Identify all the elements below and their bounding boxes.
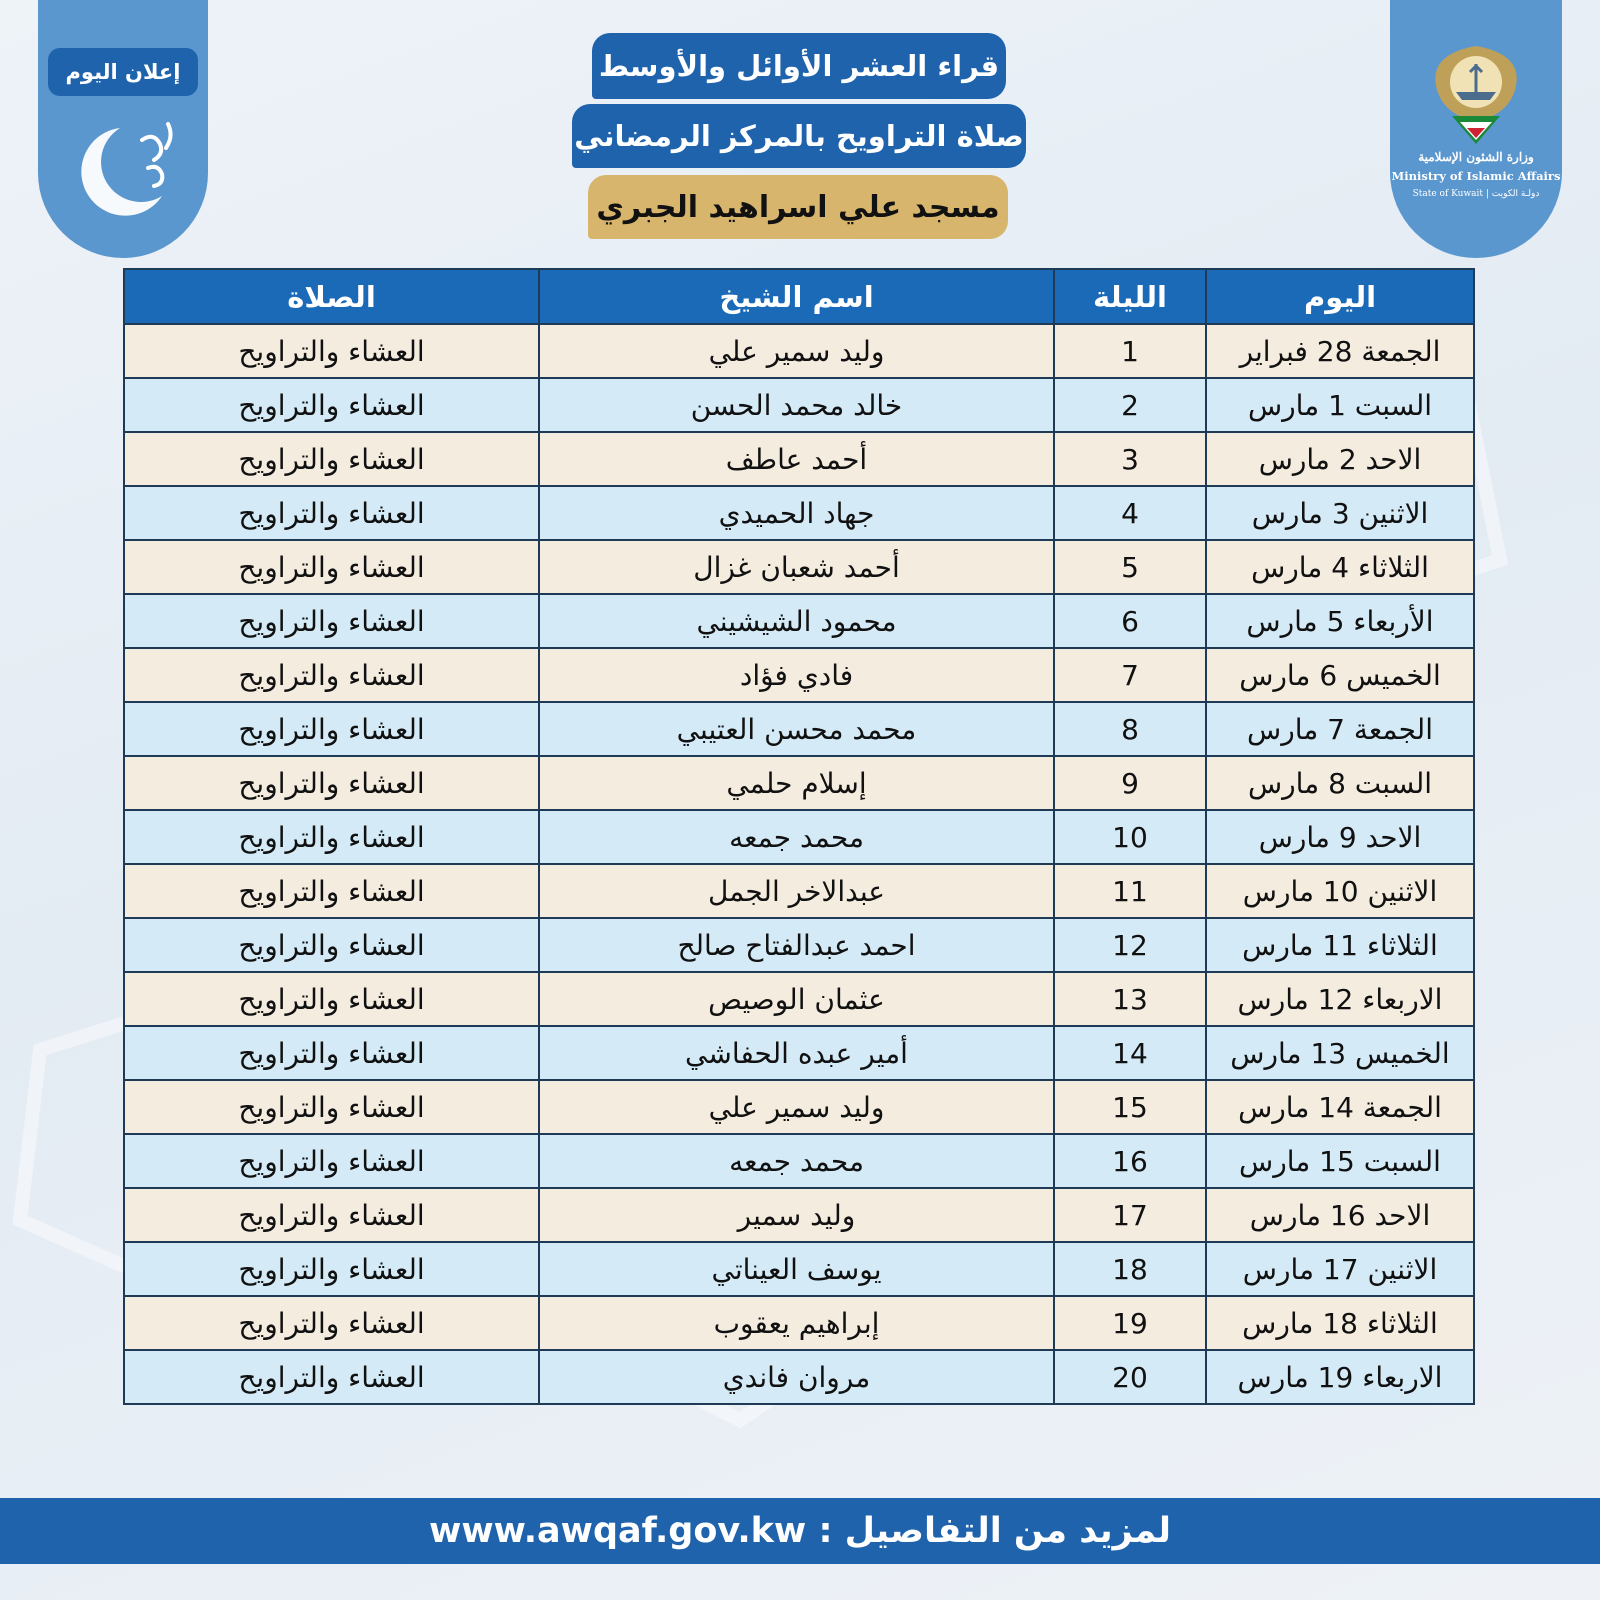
cell-day: الثلاثاء 11 مارس bbox=[1206, 918, 1474, 972]
cell-day: الثلاثاء 4 مارس bbox=[1206, 540, 1474, 594]
cell-night: 7 bbox=[1054, 648, 1206, 702]
table-row bbox=[124, 378, 1474, 432]
cell-prayer: العشاء والتراويح bbox=[124, 864, 539, 918]
cell-prayer: العشاء والتراويح bbox=[124, 1188, 539, 1242]
ministry-badge bbox=[1390, 0, 1562, 258]
table-row bbox=[124, 324, 1474, 378]
cell-prayer: العشاء والتراويح bbox=[124, 594, 539, 648]
table-row bbox=[124, 1080, 1474, 1134]
cell-night: 1 bbox=[1054, 324, 1206, 378]
cell-day: الاثنين 10 مارس bbox=[1206, 864, 1474, 918]
ramadan-crescent-logo bbox=[50, 110, 200, 220]
table-row bbox=[124, 1350, 1474, 1404]
cell-night: 10 bbox=[1054, 810, 1206, 864]
table-row bbox=[124, 756, 1474, 810]
cell-night: 18 bbox=[1054, 1242, 1206, 1296]
cell-prayer: العشاء والتراويح bbox=[124, 1350, 539, 1404]
cell-sheikh: مروان فاندي bbox=[539, 1350, 1054, 1404]
cell-prayer: العشاء والتراويح bbox=[124, 972, 539, 1026]
table-row bbox=[124, 1134, 1474, 1188]
cell-prayer: العشاء والتراويح bbox=[124, 1080, 539, 1134]
cell-prayer: العشاء والتراويح bbox=[124, 918, 539, 972]
table-header-row bbox=[124, 269, 1474, 324]
table-row bbox=[124, 486, 1474, 540]
table-row bbox=[124, 432, 1474, 486]
cell-sheikh: محمد محسن العتيبي bbox=[539, 702, 1054, 756]
tarawih-schedule-table bbox=[123, 268, 1475, 1405]
cell-prayer: العشاء والتراويح bbox=[124, 540, 539, 594]
cell-sheikh: محمد جمعه bbox=[539, 1134, 1054, 1188]
cell-night: 13 bbox=[1054, 972, 1206, 1026]
cell-sheikh: عثمان الوصيص bbox=[539, 972, 1054, 1026]
cell-night: 2 bbox=[1054, 378, 1206, 432]
header-sheikh: اسم الشيخ bbox=[539, 269, 1054, 324]
cell-prayer: العشاء والتراويح bbox=[124, 756, 539, 810]
table-row bbox=[124, 540, 1474, 594]
table-row bbox=[124, 864, 1474, 918]
cell-day: الجمعة 28 فبراير bbox=[1206, 324, 1474, 378]
table-body bbox=[124, 324, 1474, 1404]
footer-bar bbox=[0, 1498, 1600, 1564]
cell-day: الاربعاء 19 مارس bbox=[1206, 1350, 1474, 1404]
footer-url-link[interactable]: www.awqaf.gov.kw bbox=[428, 1511, 807, 1551]
cell-sheikh: إبراهيم يعقوب bbox=[539, 1296, 1054, 1350]
cell-prayer: العشاء والتراويح bbox=[124, 432, 539, 486]
cell-night: 9 bbox=[1054, 756, 1206, 810]
cell-day: الاحد 9 مارس bbox=[1206, 810, 1474, 864]
ministry-name-english: Ministry of Islamic Affairs bbox=[1391, 169, 1561, 183]
cell-sheikh: وليد سمير علي bbox=[539, 1080, 1054, 1134]
cell-day: الأربعاء 5 مارس bbox=[1206, 594, 1474, 648]
cell-day: الاربعاء 12 مارس bbox=[1206, 972, 1474, 1026]
title-line-1: قراء العشر الأوائل والأوسط bbox=[592, 33, 1006, 99]
cell-sheikh: جهاد الحميدي bbox=[539, 486, 1054, 540]
cell-day: السبت 8 مارس bbox=[1206, 756, 1474, 810]
cell-day: الاثنين 3 مارس bbox=[1206, 486, 1474, 540]
mosque-name-title: مسجد علي اسراهيد الجبري bbox=[588, 175, 1008, 239]
cell-day: السبت 15 مارس bbox=[1206, 1134, 1474, 1188]
cell-night: 17 bbox=[1054, 1188, 1206, 1242]
title-line-2: صلاة التراويح بالمركز الرمضاني bbox=[572, 104, 1026, 168]
table-row bbox=[124, 702, 1474, 756]
cell-day: الجمعة 14 مارس bbox=[1206, 1080, 1474, 1134]
cell-prayer: العشاء والتراويح bbox=[124, 1026, 539, 1080]
cell-night: 3 bbox=[1054, 432, 1206, 486]
cell-night: 14 bbox=[1054, 1026, 1206, 1080]
table-row bbox=[124, 1242, 1474, 1296]
cell-sheikh: محمد جمعه bbox=[539, 810, 1054, 864]
cell-night: 8 bbox=[1054, 702, 1206, 756]
cell-sheikh: احمد عبدالفتاح صالح bbox=[539, 918, 1054, 972]
cell-prayer: العشاء والتراويح bbox=[124, 810, 539, 864]
cell-day: الاحد 16 مارس bbox=[1206, 1188, 1474, 1242]
cell-sheikh: عبدالاخر الجمل bbox=[539, 864, 1054, 918]
cell-night: 5 bbox=[1054, 540, 1206, 594]
cell-prayer: العشاء والتراويح bbox=[124, 1242, 539, 1296]
cell-night: 4 bbox=[1054, 486, 1206, 540]
cell-prayer: العشاء والتراويح bbox=[124, 648, 539, 702]
cell-night: 6 bbox=[1054, 594, 1206, 648]
cell-sheikh: وليد سمير علي bbox=[539, 324, 1054, 378]
cell-night: 15 bbox=[1054, 1080, 1206, 1134]
cell-night: 11 bbox=[1054, 864, 1206, 918]
header-night: الليلة bbox=[1054, 269, 1206, 324]
cell-night: 19 bbox=[1054, 1296, 1206, 1350]
table-row bbox=[124, 810, 1474, 864]
cell-sheikh: وليد سمير bbox=[539, 1188, 1054, 1242]
cell-day: الجمعة 7 مارس bbox=[1206, 702, 1474, 756]
cell-day: الاحد 2 مارس bbox=[1206, 432, 1474, 486]
table-row bbox=[124, 1026, 1474, 1080]
cell-day: الخميس 13 مارس bbox=[1206, 1026, 1474, 1080]
cell-day: السبت 1 مارس bbox=[1206, 378, 1474, 432]
cell-prayer: العشاء والتراويح bbox=[124, 702, 539, 756]
cell-night: 16 bbox=[1054, 1134, 1206, 1188]
footer-label: لمزيد من التفاصيل : bbox=[818, 1511, 1172, 1551]
header-prayer: الصلاة bbox=[124, 269, 539, 324]
cell-day: الاثنين 17 مارس bbox=[1206, 1242, 1474, 1296]
cell-prayer: العشاء والتراويح bbox=[124, 486, 539, 540]
cell-prayer: العشاء والتراويح bbox=[124, 1296, 539, 1350]
cell-day: الخميس 6 مارس bbox=[1206, 648, 1474, 702]
cell-prayer: العشاء والتراويح bbox=[124, 378, 539, 432]
table-row bbox=[124, 1296, 1474, 1350]
header-day: اليوم bbox=[1206, 269, 1474, 324]
cell-sheikh: محمود الشيشيني bbox=[539, 594, 1054, 648]
table-row bbox=[124, 1188, 1474, 1242]
cell-sheikh: أحمد عاطف bbox=[539, 432, 1054, 486]
cell-sheikh: خالد محمد الحسن bbox=[539, 378, 1054, 432]
state-of-kuwait-line: State of Kuwait | دولـة الكويت bbox=[1412, 189, 1540, 199]
cell-night: 20 bbox=[1054, 1350, 1206, 1404]
table-row bbox=[124, 594, 1474, 648]
cell-prayer: العشاء والتراويح bbox=[124, 324, 539, 378]
ramadan-badge bbox=[38, 0, 208, 258]
cell-night: 12 bbox=[1054, 918, 1206, 972]
announce-today-label: إعلان اليوم bbox=[48, 48, 198, 96]
cell-sheikh: يوسف العيناتي bbox=[539, 1242, 1054, 1296]
cell-sheikh: إسلام حلمي bbox=[539, 756, 1054, 810]
cell-day: الثلاثاء 18 مارس bbox=[1206, 1296, 1474, 1350]
ministry-name-arabic: وزارة الشئون الإسلامية bbox=[1418, 150, 1534, 164]
cell-sheikh: فادي فؤاد bbox=[539, 648, 1054, 702]
table-row bbox=[124, 648, 1474, 702]
cell-sheikh: أحمد شعبان غزال bbox=[539, 540, 1054, 594]
kuwait-emblem-icon bbox=[1430, 42, 1522, 146]
table-row bbox=[124, 972, 1474, 1026]
cell-sheikh: أمير عبده الحفاشي bbox=[539, 1026, 1054, 1080]
cell-prayer: العشاء والتراويح bbox=[124, 1134, 539, 1188]
table-row bbox=[124, 918, 1474, 972]
